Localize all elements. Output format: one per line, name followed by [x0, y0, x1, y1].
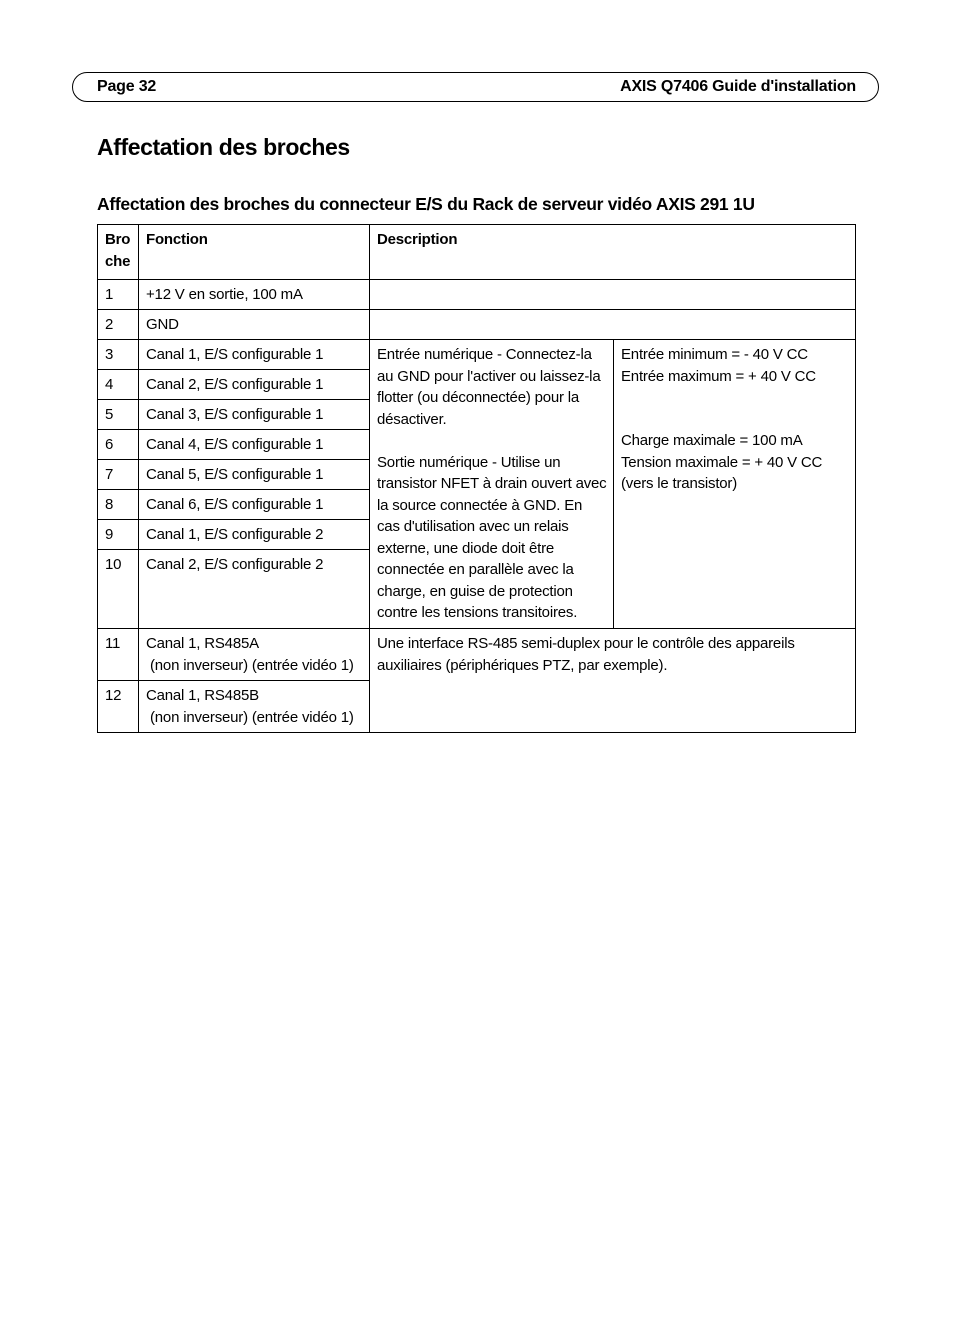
pin-cell: 9: [98, 520, 139, 550]
pin-assignment-table: [97, 224, 856, 733]
table-row-pin-11: [98, 629, 856, 681]
function-cell: Canal 5, E/S configurable 1: [139, 460, 370, 490]
function-cell: Canal 6, E/S configurable 1: [139, 490, 370, 520]
function-cell: +12 V en sortie, 100 mA: [139, 280, 370, 310]
max-voltage-spec: Tension maximale = + 40 V CC: [621, 453, 823, 471]
description-cell-empty: [370, 310, 856, 340]
function-cell: Canal 4, E/S configurable 1: [139, 430, 370, 460]
rs485-description-cell: Une interface RS-485 semi-duplex pour le contrôle des appareils auxiliaires (périphériques PTZ, par exemple).: [370, 629, 856, 733]
pin-cell: 6: [98, 430, 139, 460]
table-row-pin-2: [98, 310, 856, 340]
function-line1: Canal 1, RS485B: [146, 687, 259, 704]
description-cell-empty: [370, 280, 856, 310]
page-number: Page 32: [97, 78, 157, 95]
function-cell: Canal 2, E/S configurable 1: [139, 370, 370, 400]
function-cell: Canal 1, E/S configurable 2: [139, 520, 370, 550]
pin-cell: 11: [98, 629, 139, 681]
digital-output-description: Sortie numérique - Utilise un transistor NFET à drain ouvert avec la source connectée à GND. En cas d'utilisation avec un relais externe, une diode doit être connectée en parallèle avec la charge, en guise de protection contre les tensions transitoires.: [377, 453, 607, 621]
input-max-spec: Entrée maximum = + 40 V CC: [621, 367, 816, 385]
table-caption: Affectation des broches du connecteur E/S du Rack de serveur vidéo AXIS 291 1U: [97, 194, 755, 214]
io-specs-cell: [614, 340, 856, 629]
function-cell: Canal 1, E/S configurable 1: [139, 340, 370, 370]
page-header-pill: [72, 72, 879, 102]
header-function: Fonction: [139, 225, 370, 280]
function-line2: (non inverseur) (entrée vidéo 1): [150, 708, 354, 726]
function-cell: GND: [139, 310, 370, 340]
pin-cell: 3: [98, 340, 139, 370]
header-description: Description: [370, 225, 856, 280]
function-cell: Canal 2, E/S configurable 2: [139, 550, 370, 629]
page-title: Affectation des broches: [97, 134, 350, 160]
table-row-pin-1: [98, 280, 856, 310]
digital-input-description: Entrée numérique - Connectez-la au GND pour l'activer ou laissez-la flotter (ou déconnectée) pour la désactiver.: [377, 346, 601, 428]
guide-title: AXIS Q7406 Guide d'installation: [620, 78, 856, 95]
function-cell: [139, 681, 370, 733]
header-pin: Bro che: [98, 225, 139, 280]
max-load-spec: Charge maximale = 100 mA: [621, 432, 803, 449]
pin-cell: 4: [98, 370, 139, 400]
pin-cell: 10: [98, 550, 139, 629]
table-row-pin-3: [98, 340, 856, 370]
pin-cell: 7: [98, 460, 139, 490]
function-line1: Canal 1, RS485A: [146, 635, 259, 652]
table-header-row: [98, 225, 856, 280]
function-cell: Canal 3, E/S configurable 1: [139, 400, 370, 430]
pin-cell: 2: [98, 310, 139, 340]
input-min-spec: Entrée minimum = - 40 V CC: [621, 346, 808, 363]
function-line2: (non inverseur) (entrée vidéo 1): [150, 656, 354, 674]
pin-cell: 5: [98, 400, 139, 430]
function-cell: [139, 629, 370, 681]
transistor-note: (vers le transistor): [621, 475, 738, 492]
io-description-cell: [370, 340, 614, 629]
pin-cell: 12: [98, 681, 139, 733]
pin-cell: 8: [98, 490, 139, 520]
pin-cell: 1: [98, 280, 139, 310]
